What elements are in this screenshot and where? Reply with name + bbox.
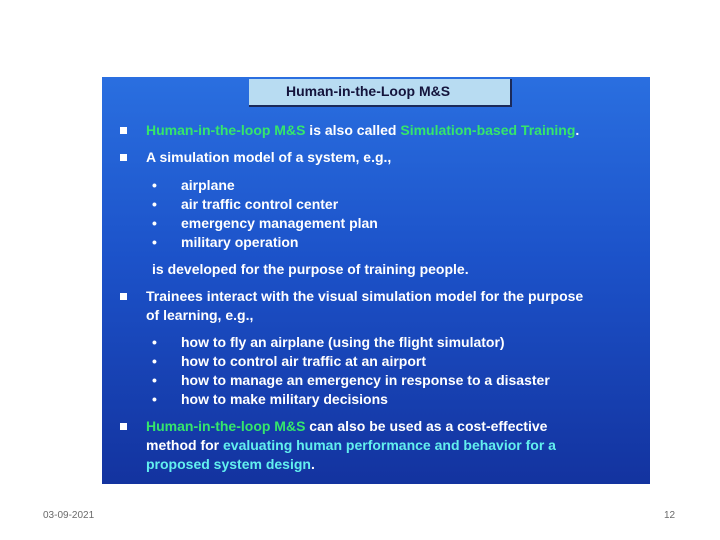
page-number: 12 [664,510,676,521]
highlight-term: evaluating human performance and behavior for a [223,437,556,453]
list-item: how to control air traffic at an airport [181,353,427,369]
square-bullet-icon [120,423,127,430]
list-item: airplane [181,177,235,193]
bullet-2-text: A simulation model of a system, e.g., [146,149,392,165]
dot-bullet-icon: • [152,215,157,231]
list-item: how to manage an emergency in response to a disaster [181,372,550,388]
bullet-4-line-2 [146,437,556,454]
bullet-3-line-2: of learning, e.g., [146,307,254,323]
list-item: how to fly an airplane (using the flight simulator) [181,334,505,350]
slide-title: Human-in-the-Loop M&S [286,83,451,99]
list-item: air traffic control center [181,196,339,212]
list-item: military operation [181,234,299,250]
text-span: method for [146,437,223,453]
dot-bullet-icon: • [152,353,157,369]
highlight-term: Human-in-the-loop M&S [146,418,306,434]
square-bullet-icon [120,293,127,300]
highlight-term: Simulation-based Training [400,122,576,138]
text-span: can also be used as a cost-effective [305,418,548,434]
bullet-2-after-text: is developed for the purpose of training people. [152,261,469,277]
dot-bullet-icon: • [152,196,157,212]
slide-panel [102,77,650,484]
text-span: . [575,122,580,138]
dot-bullet-icon: • [152,334,157,350]
bullet-4-line-1 [146,418,547,435]
square-bullet-icon [120,154,127,161]
text-span: is also called [305,122,401,138]
highlight-term: proposed system design [146,456,311,472]
bullet-3-line-1: Trainees interact with the visual simulation model for the purpose [146,288,584,304]
dot-bullet-icon: • [152,234,157,250]
dot-bullet-icon: • [152,391,157,407]
list-item: emergency management plan [181,215,378,231]
dot-bullet-icon: • [152,177,157,193]
bullet-4-line-3 [146,456,315,473]
square-bullet-icon [120,127,127,134]
bullet-1-text [146,122,579,139]
slide-title-box [249,79,512,107]
text-span: . [310,456,315,472]
dot-bullet-icon: • [152,372,157,388]
list-item: how to make military decisions [181,391,388,407]
highlight-term: Human-in-the-loop M&S [146,122,306,138]
footer-date: 03-09-2021 [43,510,95,521]
